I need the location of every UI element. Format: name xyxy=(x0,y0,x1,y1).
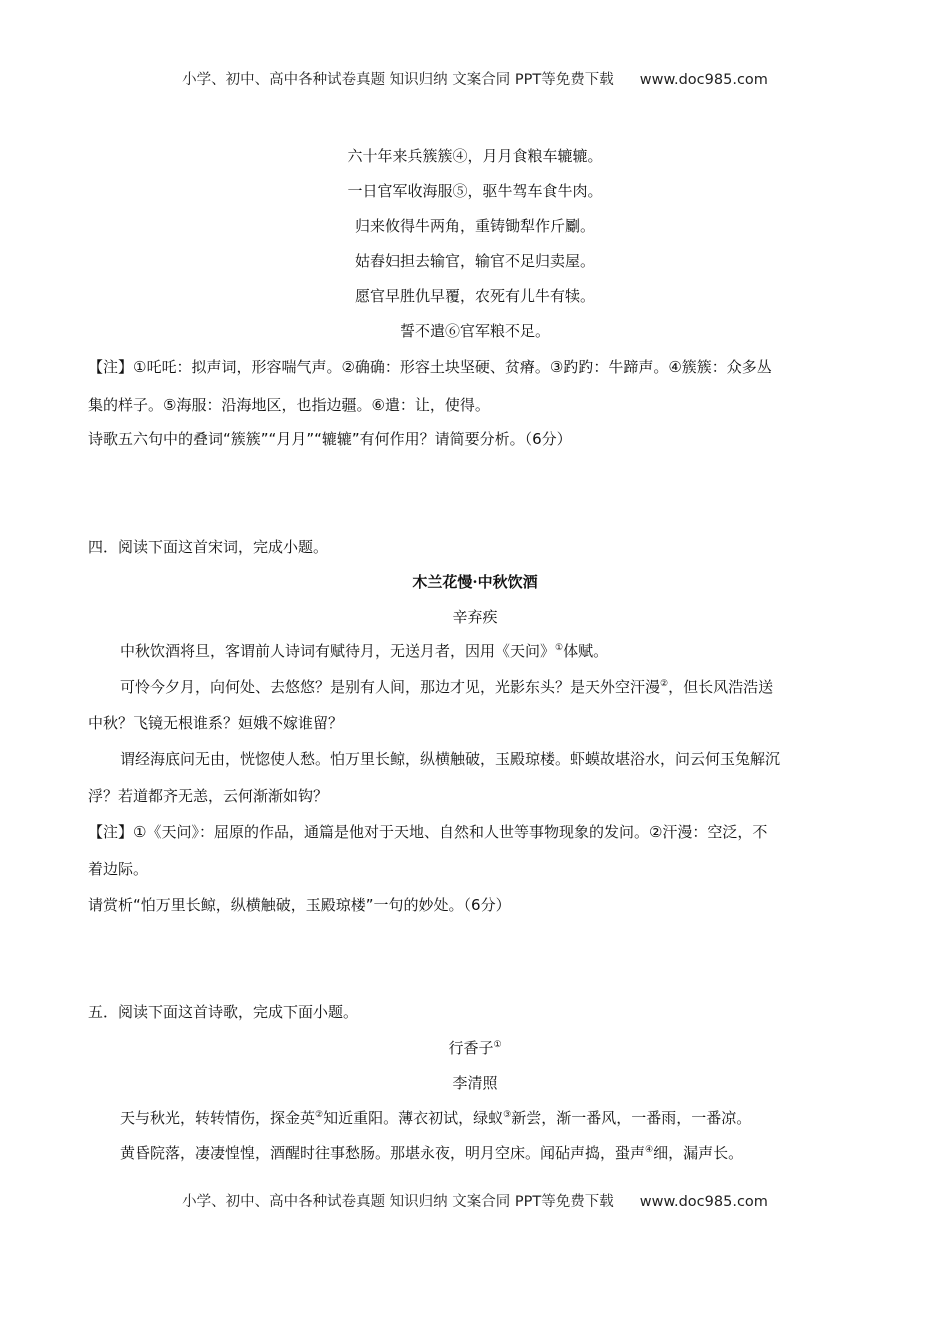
section5-title-text: 行香子 xyxy=(448,1039,494,1057)
section4-title: 木兰花慢·中秋饮酒 xyxy=(412,573,538,591)
section5-title xyxy=(0,1038,950,1058)
preface-text-b: 体赋。 xyxy=(563,642,609,660)
section5-line1 xyxy=(120,1108,870,1128)
section4-question: 请赏析“怕万里长鲸，纵横触破，玉殿琼楼”一句的妙处。（6分） xyxy=(88,896,511,914)
preface-text-a: 中秋饮酒将旦，客谓前人诗词有赋待月，无送月者，因用《天问》 xyxy=(120,642,556,660)
header-text: 小学、初中、高中各种试卷真题 知识归纳 文案合同 PPT等免费下载 xyxy=(182,72,614,88)
poem3-line-6: 誓不遣⑥官军粮不足。 xyxy=(399,322,550,340)
poem3-note-line2: 集的样子。⑤海服：沿海地区，也指边疆。⑥遣：让，使得。 xyxy=(88,396,490,414)
footer-text: 小学、初中、高中各种试卷真题 知识归纳 文案合同 PPT等免费下载 xyxy=(182,1194,614,1210)
p1-text-a: 可怜今夕月，向何处、去悠悠？是别有人间，那边才见，光影东头？是天外空汗漫 xyxy=(120,678,661,696)
poem3-question: 诗歌五六句中的叠词“簇簇”“月月”“辘辘”有何作用？请简要分析。（6分） xyxy=(88,430,572,448)
s5-l1-sup1: ② xyxy=(315,1110,324,1120)
poem3-line-4: 姑舂妇担去输官，输官不足归卖屋。 xyxy=(354,252,595,270)
section4-heading: 四．阅读下面这首宋词，完成小题。 xyxy=(88,538,329,556)
s5-l1-b: 知近重阳。薄衣初试，绿蚁 xyxy=(323,1109,504,1127)
preface-sup: ① xyxy=(555,643,564,653)
section4-p2-line1: 谓经海底问无由，恍惚使人愁。怕万里长鲸，纵横触破，玉殿琼楼。虾蟆故堪浴水，问云何玉兔解沉 xyxy=(120,750,781,768)
page-header xyxy=(0,68,950,89)
poem3-line-1: 六十年来兵簇簇④，月月食粮车辘辘。 xyxy=(347,147,603,165)
section5-author: 李清照 xyxy=(452,1074,498,1092)
poem3-line-3: 归来攸得牛两角，重铸锄犁作斤劚。 xyxy=(354,217,595,235)
s5-l2-a: 黄昏院落，凄凄惶惶，酒醒时往事愁肠。那堪永夜，明月空床。闻砧声捣，蛩声 xyxy=(120,1144,646,1162)
poem3-note-line1: 【注】①吒吒：拟声词，形容喘气声。②确确：形容土块坚硬、贫瘠。③趵趵：牛蹄声。④簇簇：众多丛 xyxy=(88,358,772,376)
page-footer xyxy=(0,1190,950,1211)
s5-l1-c: 新尝，渐一番风，一番雨，一番凉。 xyxy=(511,1109,752,1127)
header-url[interactable]: www.doc985.com xyxy=(639,72,768,88)
poem3-line-2: 一日官军收海服⑤，驱牛驾车食牛肉。 xyxy=(347,182,603,200)
p1-text-b: ，但长风浩浩送 xyxy=(668,678,774,696)
poem3-line-5: 愿官早胜仇早覆，农死有儿牛有犊。 xyxy=(354,287,595,305)
s5-l1-a: 天与秋光，转转情伤，探金英 xyxy=(120,1109,316,1127)
section4-p2-line2: 浮？若道都齐无恙，云何渐渐如钩？ xyxy=(88,787,329,805)
section5-heading: 五．阅读下面这首诗歌，完成下面小题。 xyxy=(88,1003,359,1021)
section4-author: 辛弃疾 xyxy=(452,608,498,626)
section4-note-line1: 【注】①《天问》：屈原的作品，通篇是他对于天地、自然和人世等事物现象的发问。②汗漫：空泛，不 xyxy=(88,823,768,841)
footer-url[interactable]: www.doc985.com xyxy=(639,1194,768,1210)
section4-p1-line2: 中秋？飞镜无根谁系？姮娥不嫁谁留？ xyxy=(88,714,344,732)
section4-preface xyxy=(120,641,870,661)
section5-title-sup: ① xyxy=(493,1040,502,1050)
s5-l2-sup: ④ xyxy=(645,1145,654,1155)
p1-sup: ② xyxy=(660,679,669,689)
s5-l1-sup2: ③ xyxy=(503,1110,512,1120)
section5-line2 xyxy=(120,1143,870,1163)
s5-l2-b: 细，漏声长。 xyxy=(653,1144,744,1162)
section4-note-line2: 着边际。 xyxy=(88,860,149,878)
section4-p1-line1 xyxy=(120,677,870,697)
